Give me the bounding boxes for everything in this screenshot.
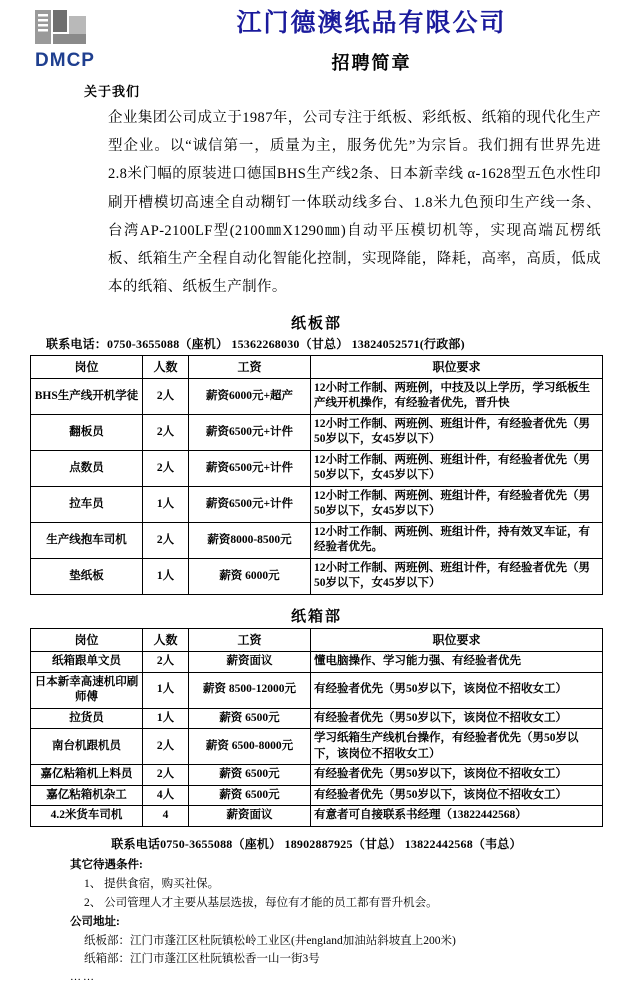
cell-count: 2人 bbox=[143, 414, 189, 450]
cell-count: 2人 bbox=[143, 522, 189, 558]
address-item: 纸板部：江门市蓬江区杜阮镇松岭工业区(井england加油站斜坡直上200米) bbox=[84, 934, 456, 947]
cell-wage: 薪资8000-8500元 bbox=[189, 522, 311, 558]
benefit-item: 2、 公司管理人才主要从基层选拔，每位有才能的员工都有晋升机会。 bbox=[84, 897, 438, 910]
cell-position: 日本新幸高速机印刷师傅 bbox=[31, 672, 143, 708]
cell-requirement: 有经验者优先（男50岁以下，该岗位不招收女工） bbox=[311, 765, 603, 786]
cell-requirement: 有意者可自接联系书经理（13822442568） bbox=[311, 806, 603, 827]
col-header-count: 人数 bbox=[143, 628, 189, 651]
paper-stack-icon bbox=[29, 8, 101, 50]
section-title-paperboard: 纸板部 bbox=[290, 315, 342, 332]
company-title: 江门德澳纸品有限公司 bbox=[236, 10, 507, 37]
cell-count: 1人 bbox=[143, 708, 189, 729]
cell-position: 南台机跟机员 bbox=[31, 729, 143, 765]
cell-requirement: 12小时工作制、两班例、班组计件，有经验者优先（男50岁以下，女45岁以下） bbox=[311, 414, 603, 450]
cell-requirement: 有经验者优先（男50岁以下，该岗位不招收女工） bbox=[311, 672, 603, 708]
footer-contact-line: 联系电话0750-3655088（座机） 18902887925（甘总） 13822442568（韦总） bbox=[111, 836, 522, 851]
cell-position: 生产线抱车司机 bbox=[31, 522, 143, 558]
cell-requirement: 学习纸箱生产线机台操作，有经验者优先（男50岁以下，该岗位不招收女工） bbox=[311, 729, 603, 765]
table-row bbox=[31, 522, 603, 558]
benefits-block bbox=[70, 857, 623, 969]
cell-position: 嘉亿粘箱机杂工 bbox=[31, 785, 143, 806]
cell-wage: 薪资 6500元 bbox=[189, 765, 311, 786]
cell-wage: 薪资6500元+计件 bbox=[189, 450, 311, 486]
cell-requirement: 12小时工作制、两班例、班组计件，有经验者优先（男50岁以下，女45岁以下） bbox=[311, 558, 603, 594]
cell-count: 4 bbox=[143, 806, 189, 827]
cell-wage: 薪资6500元+计件 bbox=[189, 486, 311, 522]
cell-position: 拉货员 bbox=[31, 708, 143, 729]
document-header bbox=[10, 6, 623, 75]
table-row bbox=[31, 378, 603, 414]
cell-position: 嘉亿粘箱机上料员 bbox=[31, 765, 143, 786]
table-row bbox=[31, 729, 603, 765]
table-row bbox=[31, 806, 603, 827]
cell-position: BHS生产线开机学徒 bbox=[31, 378, 143, 414]
cell-wage: 薪资面议 bbox=[189, 652, 311, 673]
table-row bbox=[31, 765, 603, 786]
cell-wage: 薪资面议 bbox=[189, 806, 311, 827]
col-header-count: 人数 bbox=[143, 355, 189, 378]
table-row bbox=[31, 708, 603, 729]
cell-position: 4.2米货车司机 bbox=[31, 806, 143, 827]
paperboard-jobs-table bbox=[30, 355, 603, 595]
table-row bbox=[31, 785, 603, 806]
cell-position: 纸箱跟单文员 bbox=[31, 652, 143, 673]
about-us-label: 关于我们 bbox=[84, 83, 141, 99]
cell-count: 4人 bbox=[143, 785, 189, 806]
cell-position: 拉车员 bbox=[31, 486, 143, 522]
address-item: 纸箱部：江门市蓬江区杜阮镇松香一山一街3号 bbox=[84, 953, 320, 966]
logo-block bbox=[10, 6, 120, 72]
cell-position: 点数员 bbox=[31, 450, 143, 486]
table-header-row bbox=[31, 355, 603, 378]
cell-wage: 薪资 8500-12000元 bbox=[189, 672, 311, 708]
carton-jobs-table bbox=[30, 628, 603, 827]
cell-wage: 薪资6500元+计件 bbox=[189, 414, 311, 450]
benefit-item: 1、 提供食宿，购买社保。 bbox=[84, 878, 220, 891]
about-us-body: 企业集团公司成立于1987年，公司专注于纸板、彩纸板、纸箱的现代化生产型企业。以“诚信第一，质量为主，服务优先”为宗旨。我们拥有世界先进2.8米门幅的原装进口德国BHS生产线2条、日本新幸线 α-1628型五色水性印刷开槽模切高速全自动糊钉一体联动线多台、1.8米九色预印生产线一条、台湾AP-2100LF型(2100㎜X1290㎜)自动平压模切机等，实现高端瓦楞纸板、纸箱生产全程自动化智能化控制，实现降能，降耗，高率，高质，低成本的纸箱、纸板生产制作。 bbox=[108, 109, 601, 296]
section-title-carton: 纸箱部 bbox=[290, 608, 342, 625]
cell-count: 2人 bbox=[143, 652, 189, 673]
cell-requirement: 12小时工作制、两班例、班组计件，有经验者优先（男50岁以下，女45岁以下） bbox=[311, 486, 603, 522]
cell-wage: 薪资 6000元 bbox=[189, 558, 311, 594]
cell-position: 翻板员 bbox=[31, 414, 143, 450]
table-row bbox=[31, 414, 603, 450]
cell-requirement: 12小时工作制、两班例，中技及以上学历，学习纸板生产线开机操作，有经验者优先，晋升快 bbox=[311, 378, 603, 414]
cell-count: 2人 bbox=[143, 765, 189, 786]
benefits-title: 其它待遇条件: bbox=[70, 859, 143, 872]
cell-position: 垫纸板 bbox=[31, 558, 143, 594]
document-subtitle: 招聘简章 bbox=[331, 52, 412, 73]
cell-wage: 薪资 6500-8000元 bbox=[189, 729, 311, 765]
cell-requirement: 12小时工作制、两班例、班组计件，有经验者优先（男50岁以下，女45岁以下） bbox=[311, 450, 603, 486]
table-row bbox=[31, 450, 603, 486]
cell-count: 1人 bbox=[143, 486, 189, 522]
footer-tail: …… bbox=[70, 971, 96, 984]
title-block bbox=[120, 6, 623, 75]
cell-wage: 薪资 6500元 bbox=[189, 708, 311, 729]
cell-wage: 薪资 6500元 bbox=[189, 785, 311, 806]
col-header-position: 岗位 bbox=[31, 355, 143, 378]
cell-requirement: 有经验者优先（男50岁以下，该岗位不招收女工） bbox=[311, 785, 603, 806]
cell-count: 1人 bbox=[143, 558, 189, 594]
table-header-row bbox=[31, 628, 603, 651]
paperboard-contact-line: 联系电话：0750-3655088（座机） 15362268030（甘总） 13824052571(行政部) bbox=[46, 336, 465, 351]
table-row bbox=[31, 486, 603, 522]
document-footer bbox=[10, 835, 623, 986]
logo-text: DMCP bbox=[35, 50, 95, 71]
cell-count: 2人 bbox=[143, 729, 189, 765]
cell-requirement: 懂电脑操作、学习能力强、有经验者优先 bbox=[311, 652, 603, 673]
col-header-position: 岗位 bbox=[31, 628, 143, 651]
col-header-requirement: 职位要求 bbox=[311, 628, 603, 651]
cell-count: 2人 bbox=[143, 378, 189, 414]
cell-count: 1人 bbox=[143, 672, 189, 708]
table-row bbox=[31, 672, 603, 708]
col-header-wage: 工资 bbox=[189, 628, 311, 651]
cell-count: 2人 bbox=[143, 450, 189, 486]
col-header-requirement: 职位要求 bbox=[311, 355, 603, 378]
col-header-wage: 工资 bbox=[189, 355, 311, 378]
address-title: 公司地址: bbox=[70, 915, 120, 928]
cell-wage: 薪资6000元+超产 bbox=[189, 378, 311, 414]
table-row bbox=[31, 652, 603, 673]
cell-requirement: 12小时工作制、两班例、班组计件，持有效叉车证，有经验者优先。 bbox=[311, 522, 603, 558]
cell-requirement: 有经验者优先（男50岁以下，该岗位不招收女工） bbox=[311, 708, 603, 729]
table-row bbox=[31, 558, 603, 594]
